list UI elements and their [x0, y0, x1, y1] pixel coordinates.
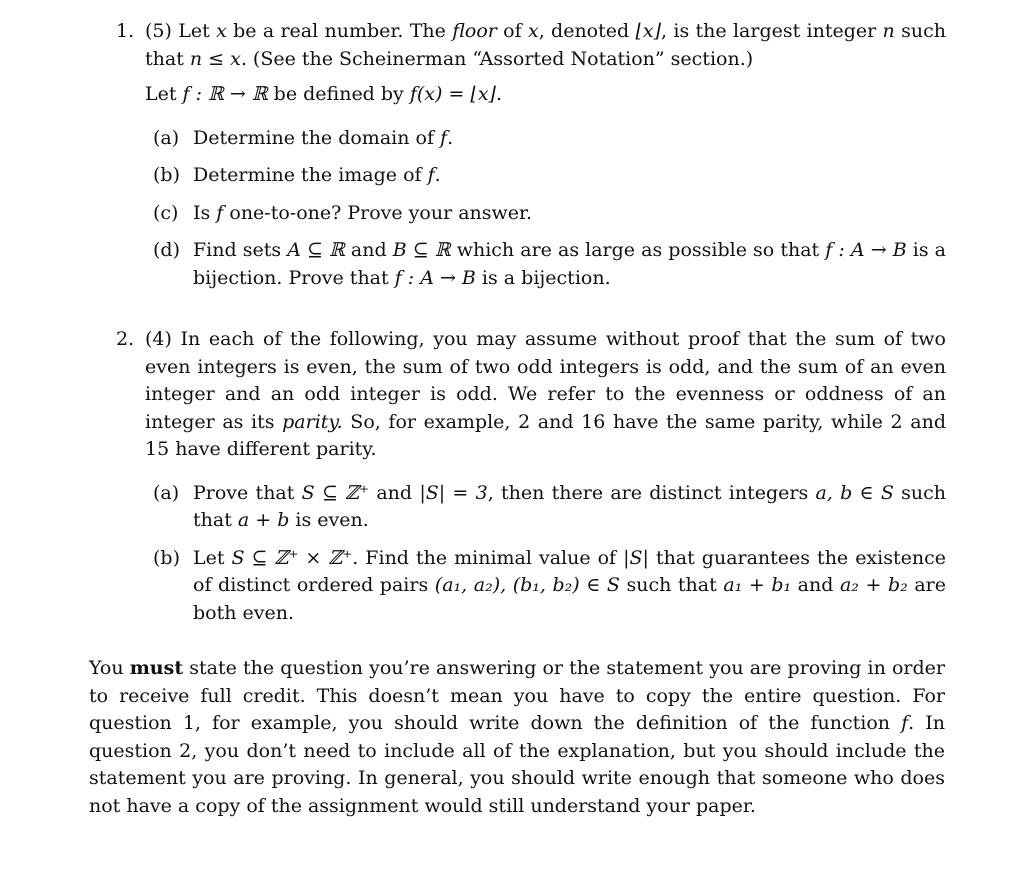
problem-2-number: 2.	[116, 328, 135, 350]
part-label: (d)	[153, 239, 180, 261]
problem-2-parts	[153, 480, 946, 628]
part-label: (b)	[153, 164, 180, 186]
parity-term: parity.	[282, 410, 343, 433]
part-label: (a)	[153, 126, 180, 149]
problem-2-intro: (4) In each of the following, you may assume without proof that the sum of two even integers is even, the sum of two odd integers is odd, and the sum of an even integer and an odd integer is odd. We refer to the evenness or oddness of an integer as its parity. So, for example, 2 and 16 have the same parity, while 2 and 15 have different parity.	[145, 328, 946, 460]
must-emphasis: must	[129, 657, 184, 679]
problem-1-points: (5)	[145, 20, 172, 42]
instructions-paragraph: You must state the question you’re answering or the statement you are proving in order to receive full credit. This doesn’t mean you have to copy the entire question. For question 1, for example, you should write down the definition of the function f. In question 2, you don’t need to include all of the explanation, but you should include the statement you are proving. In general, you should write enough that someone who does not have a copy of the assignment would still understand your paper.	[89, 657, 946, 817]
problem-1-part-b: (b) Determine the image of f.	[153, 162, 946, 190]
problem-2-part-a: (a) Prove that S ⊆ ℤ⁺ and |S| = 3, then there are distinct integers a, b ∈ S such that a + b is even.	[153, 481, 947, 531]
problem-1-definition: Let f : ℝ → ℝ be defined by f(x) = ⌊x⌋.	[145, 83, 502, 105]
problem-1-part-d: (d) Find sets A ⊆ ℝ and B ⊆ ℝ which are as large as possible so that f : A → B is a bijection. Prove that f : A → B is a bijection.	[153, 239, 947, 289]
problem-2-part-b: (b) Let S ⊆ ℤ⁺ × ℤ⁺. Find the minimal value of |S| that guarantees the existence of distinct ordered pairs (a₁, a₂), (b₁, b₂) ∈ S such that a₁ + b₁ and a₂ + b₂ are both even.	[153, 546, 946, 624]
part-label: (a)	[153, 481, 180, 504]
problem-1	[116, 18, 946, 302]
problem-1-part-c: (c) Is f one-to-one? Prove your answer.	[153, 200, 946, 228]
problem-1-number: 1.	[116, 20, 135, 42]
problem-1-intro: (5) Let x be a real number. The floor of x, denoted ⌊x⌋, is the largest integer n such that n ≤ x. (See the Scheinerman “Assorted Notation” section.)	[145, 20, 946, 70]
part-label: (c)	[153, 201, 179, 224]
floor-term: floor	[452, 20, 497, 42]
part-label: (b)	[153, 546, 180, 569]
problem-2-points: (4)	[145, 328, 172, 350]
problem-1-part-a: (a) Determine the domain of f.	[153, 125, 946, 153]
problem-2	[116, 326, 946, 637]
problem-1-parts	[153, 125, 946, 293]
